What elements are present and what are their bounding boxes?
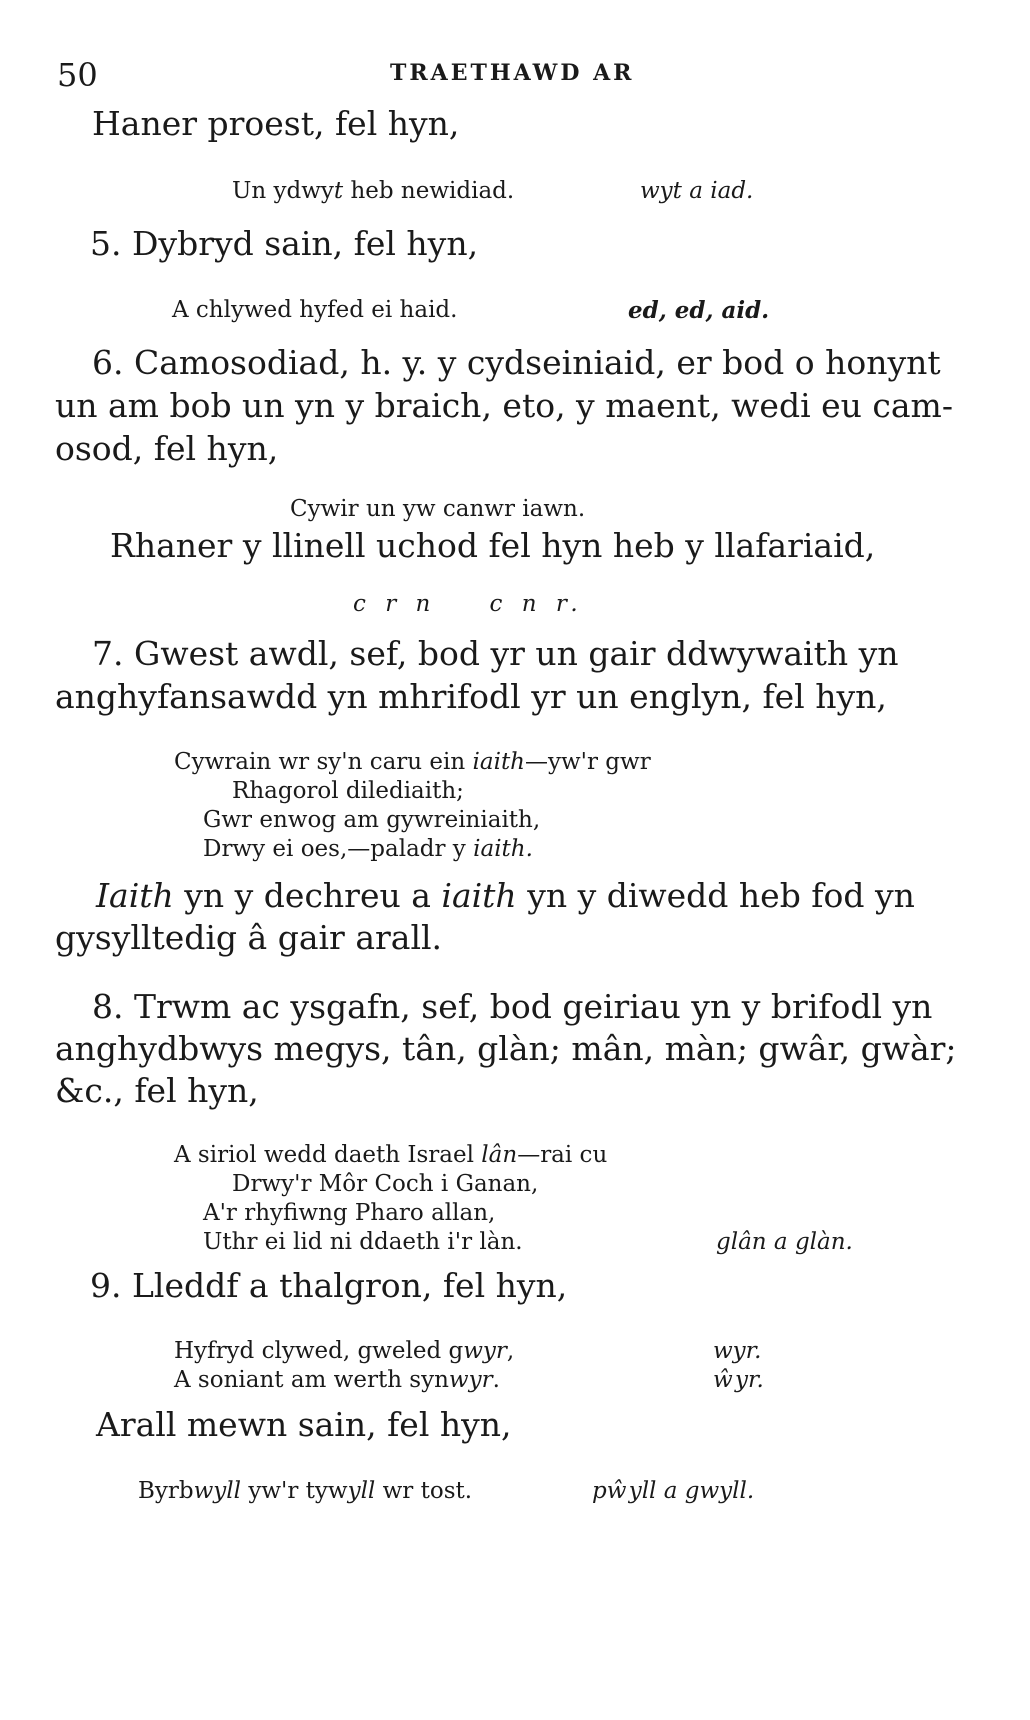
s8-line2: anghydbwys megys, tân, glàn; mân, màn; gwâr, gwàr;	[55, 1029, 957, 1068]
s9-ex1-pre: Hyfryd clywed, gweled g	[174, 1338, 464, 1364]
s7-verse-l4-pre: Drwy ei oes,—paladr y	[203, 836, 474, 862]
s9-ex2-pre: A soniant am werth syn	[174, 1367, 449, 1393]
s4-intro: Haner proest, fel hyn,	[92, 104, 460, 143]
s8-line1: 8. Trwm ac ysgafn, sef, bod geiriau yn y brifodl yn	[92, 987, 933, 1026]
s8-verse-line4: Uthr ei lid ni ddaeth i'r làn.	[203, 1229, 523, 1255]
s4-example-post: heb newidiad.	[343, 178, 515, 204]
s9-example1	[174, 1338, 514, 1364]
arall-example	[138, 1478, 472, 1504]
s7-comment-line1	[96, 876, 915, 915]
s4-example	[232, 178, 514, 204]
s8-verse-line3: A'r rhyfiwng Pharo allan,	[203, 1200, 496, 1226]
s9-ex1-post: ,	[506, 1338, 515, 1364]
running-title: TRAETHAWD AR	[390, 60, 635, 86]
s6-line1: 6. Camosodiad, h. y. y cydseiniaid, er bod o honynt	[92, 343, 941, 382]
s7-comment-w2: iaith	[441, 876, 517, 915]
s4-example-ital: t	[333, 178, 344, 204]
s4-example-pre: Un ydwy	[232, 178, 334, 204]
s9-example2	[174, 1367, 500, 1393]
s7-verse-l1-pre: Cywrain wr sy'n caru ein	[174, 749, 473, 775]
arall-note: pŵyll a gwyll.	[592, 1478, 755, 1504]
s9-ex2-ital: wyr	[448, 1367, 493, 1393]
s8-note: glân a glàn.	[716, 1229, 853, 1255]
s7-verse-line3: Gwr enwog am gywreiniaith,	[203, 807, 541, 833]
arall-example-a: Byrb	[138, 1478, 194, 1504]
s8-line3: &c., fel hyn,	[55, 1071, 259, 1110]
s7-comment-w1: Iaith	[96, 876, 174, 915]
s7-verse-line2: Rhagorol dilediaith;	[232, 778, 464, 804]
s5-note: ed, ed, aid.	[628, 297, 770, 324]
s6-explanation: Rhaner y llinell uchod fel hyn heb y llafariaid,	[110, 526, 876, 565]
s7-verse-line1	[174, 749, 651, 775]
s9-note1: wyr.	[713, 1338, 762, 1364]
s7-comment-line2: gysylltedig â gair arall.	[55, 918, 443, 957]
s6-line2: un am bob un yn y braich, eto, y maent, wedi eu cam-	[55, 386, 953, 425]
s7-comment-mid: yn y dechreu a	[173, 876, 442, 915]
arall-example-b: wyll	[193, 1478, 242, 1504]
s9-heading: 9. Lleddf a thalgron, fel hyn,	[90, 1266, 568, 1305]
arall-example-e: wr tost.	[375, 1478, 473, 1504]
arall-intro: Arall mewn sain, fel hyn,	[96, 1405, 512, 1444]
s4-note: wyt a iad.	[640, 178, 754, 204]
s6-line3: osod, fel hyn,	[55, 429, 279, 468]
s7-comment-end: yn y diwedd heb fod yn	[516, 876, 915, 915]
s7-verse-line4	[203, 836, 533, 862]
s5-heading: 5. Dybryd sain, fel hyn,	[90, 224, 479, 263]
s8-verse-line1	[174, 1142, 607, 1168]
s9-ex2-post: .	[492, 1367, 500, 1393]
page-number: 50	[57, 56, 98, 94]
s7-verse-l4-word: iaith.	[473, 836, 533, 862]
arall-example-d: yll	[347, 1478, 376, 1504]
s8-verse-line2: Drwy'r Môr Coch i Ganan,	[232, 1171, 539, 1197]
s6-letters: c r n c n r.	[353, 591, 584, 617]
s8-verse-l1-pre: A siriol wedd daeth Israel	[174, 1142, 482, 1168]
s7-line1: 7. Gwest awdl, sef, bod yr un gair ddwywaith yn	[92, 634, 899, 673]
s5-example: A chlywed hyfed ei haid.	[172, 297, 458, 323]
s7-line2: anghyfansawdd yn mhrifodl yr un englyn, fel hyn,	[55, 677, 887, 716]
arall-example-c: yw'r tyw	[241, 1478, 348, 1504]
s9-ex1-ital: wyr	[463, 1338, 507, 1364]
s6-example: Cywir un yw canwr iawn.	[290, 496, 586, 522]
s9-note2: ŵyr.	[713, 1367, 764, 1393]
s7-verse-l1-post: —yw'r gwr	[525, 749, 651, 775]
s8-verse-l1-word: lân	[481, 1142, 518, 1168]
s7-verse-l1-word: iaith	[472, 749, 525, 775]
s8-verse-l1-post: —rai cu	[517, 1142, 608, 1168]
